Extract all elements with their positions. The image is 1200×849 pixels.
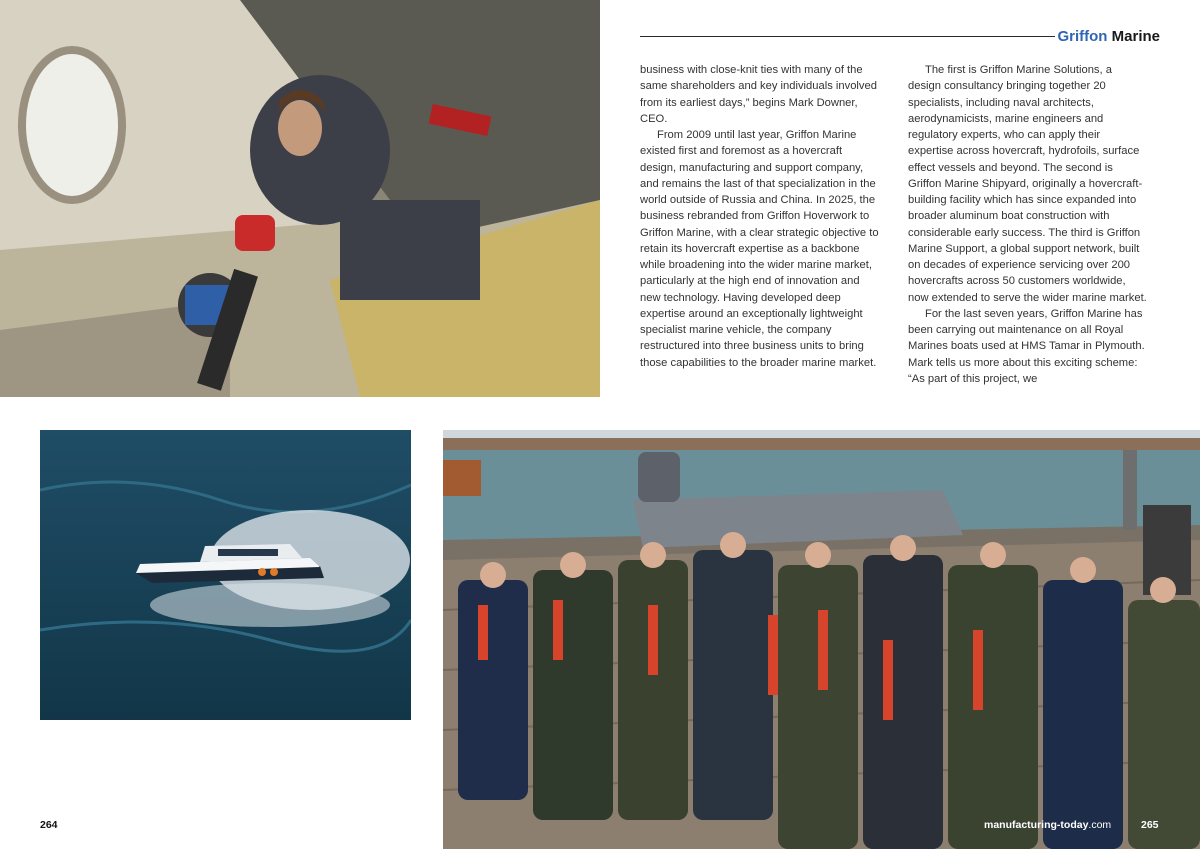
site-url-suffix: .com: [1088, 819, 1112, 831]
page-number-left: 264: [40, 819, 58, 831]
site-url-name: manufacturing-today: [984, 819, 1089, 831]
paragraph: business with close-knit ties with many of the same shareholders and key individuals involved from its earliest days,” begins Mark Downer, CEO.: [640, 64, 877, 125]
page-number-right: 265: [1141, 819, 1159, 831]
paragraph: The first is Griffon Marine Solutions, a design consultancy bringing together 20 specialists, including naval architects, aerodynamicists, marine engineers and regulatory experts, who can apply their expertise across hovercraft, hydrofoils, surface effect vessels and beyond. The second is Griffon Marine Shipyard, originally a hovercraft-building facility which has since expanded into broader aluminum boat construction with considerable early success. The third is Griffon Marine Support, a global support network, built on decades of experience servicing over 200 hovercrafts across 50 customers worldwide, now extended to serve the wider marine market.: [908, 64, 1147, 304]
brand-wordmark: [1057, 28, 1160, 45]
photo-worker-engine: [0, 0, 600, 397]
photo-patrol-boat: [40, 430, 411, 720]
article-column-left: [640, 62, 880, 402]
photo-team-on-pontoon: [443, 430, 1200, 849]
paragraph: For the last seven years, Griffon Marine has been carrying out maintenance on all Royal Marines boats used at HMS Tamar in Plymouth. Mark tells us more about this exciting scheme: “As part of this project, we: [908, 307, 1145, 385]
brand-name-part1: Griffon: [1057, 28, 1108, 45]
site-url: [984, 819, 1111, 831]
brand-name-part2: Marine: [1111, 28, 1160, 45]
paragraph: From 2009 until last year, Griffon Marine existed first and foremost as a hovercraft design, manufacturing and support company, and remains the last of that specialization in the world outside of Russia and China. In 2025, the business rebranded from Griffon Hoverwork to Griffon Marine, with a clear strategic objective to retain its hovercraft expertise as a backbone while broadening into the wider marine market, particularly at the high end of innovation and new technology. Having developed deep expertise around an exceptionally lightweight specialist marine vehicle, the company restructured into three business units to bring those capabilities to the broader marine market.: [640, 129, 879, 369]
article-column-right: [908, 62, 1148, 402]
header-rule: [640, 36, 1055, 37]
